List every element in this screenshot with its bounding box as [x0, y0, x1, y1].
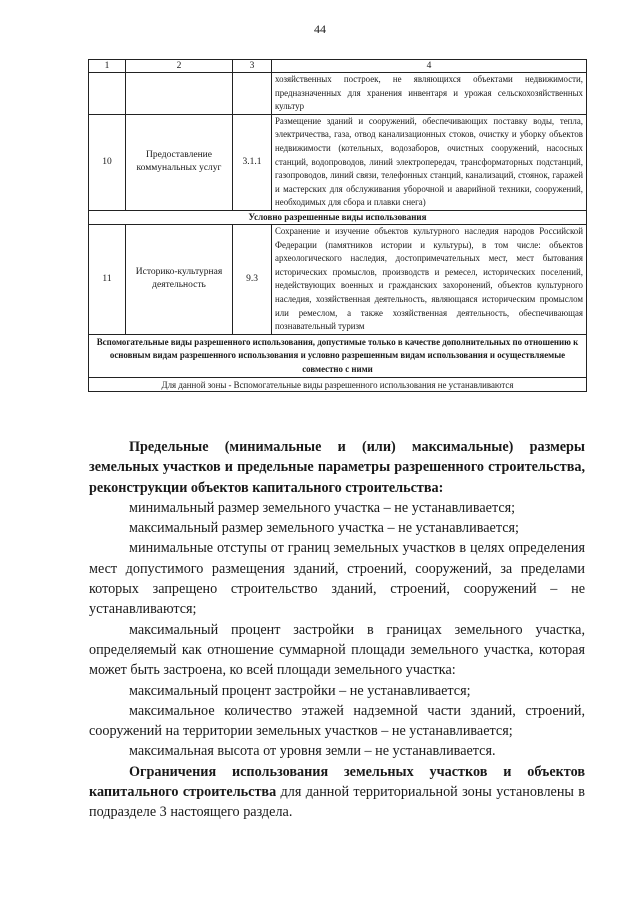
paragraph-max-building-percent: максимальный процент застройки – не устанавливается;	[129, 682, 471, 699]
paragraph-min-setbacks: минимальные отступы от границ земельных участков в целях определения мест допустимого размещения зданий, строений, сооружений, за пределами которых запрещено строительство зданий, строений, сооружений – не устанавливаются;	[89, 540, 585, 618]
column-header-3: 3	[233, 60, 272, 73]
limits-heading: Предельные (минимальные и (или) максимальные) размеры земельных участков и предельные параметры разрешенного строительства, реконструкции объектов капитального строительства:	[89, 439, 585, 496]
row-10-description: Размещение зданий и сооружений, обеспечивающих поставку воды, тепла, электричества, газа, отвод канализационных стоков, очистку и уборку объектов недвижимости (котельных, водозаборов, очистных сооружений, насосных станций, водопроводов, линий электропередач, трансформаторных подстанций, газопроводов, линий связи, телефонных станций, канализаций, стоянок, гаражей и мастерских для обслуживания уборочной и аварийной техники, сооружений, необходимых для сбора и плавки снега)	[272, 114, 587, 210]
section-auxiliary-title: Вспомогательные виды разрешенного использования, допустимые только в качестве дополнительных по отношению к основным видам разрешенного использования и условно разрешенным видам использования и осуществляемые совместно с ними	[89, 334, 587, 378]
restrictions-heading: Ограничения использования земельных участков и объектов капитального строительства	[89, 763, 585, 801]
row-10-code: 3.1.1	[233, 114, 272, 210]
paragraph-max-height: максимальная высота от уровня земли – не устанавливается.	[129, 743, 496, 760]
table-header-row	[89, 60, 587, 73]
row-11-code: 9.3	[233, 224, 272, 334]
restrictions-tail: для данной территориальной зоны установлены в подразделе 3 настоящего раздела.	[89, 784, 585, 821]
column-header-1: 1	[89, 60, 126, 73]
column-header-2: 2	[126, 60, 233, 73]
paragraph-max-plot-size: максимальный размер земельного участка – не устанавливается;	[129, 520, 519, 537]
table-row-11	[89, 224, 587, 334]
row-11-description: Сохранение и изучение объектов культурного наследия народов Российской Федерации (памятников истории и культуры), в том числе: объектов археологического наследия, достопримечательных мест, мест бытования исторических промыслов, производств и ремесел, исторических поселений, недействующих военных и гражданских захоронений, объектов культурного наследия, хозяйственная деятельность, являющаяся историческим промыслом или ремеслом, а также хозяйственная деятельность, обеспечивающая познавательный туризм	[272, 224, 587, 334]
paragraph-max-building-percent-definition: максимальный процент застройки в границах земельного участка, определяемый как отношение суммарной площади земельного участка, которая может быть застроена, ко всей площади земельного участка:	[89, 621, 585, 679]
row-10-name: Предоставление коммунальных услуг	[126, 114, 233, 210]
body-text	[89, 437, 585, 823]
section-row-conditional	[89, 210, 587, 224]
page-number: 44	[314, 22, 326, 36]
column-header-4: 4	[272, 60, 587, 73]
row-11-name: Историко-культурная деятельность	[126, 224, 233, 334]
paragraph-max-floors: максимальное количество этажей надземной части зданий, строений, сооружений на территории земельных участков – не устанавливается;	[89, 702, 585, 740]
table-row-continued	[89, 73, 587, 115]
land-use-table	[88, 59, 587, 392]
section-conditional-title: Условно разрешенные виды использования	[89, 210, 587, 224]
row-continued-description: хозяйственных построек, не являющихся объектами недвижимости, предназначенных для хранения инвентаря и урожая сельскохозяйственных культур	[272, 73, 587, 115]
row-11-number: 11	[89, 224, 126, 334]
table-note: Для данной зоны - Вспомогательные виды разрешенного использования не устанавливаются	[89, 378, 587, 392]
table-row-10	[89, 114, 587, 210]
restrictions-paragraph	[89, 762, 585, 823]
table-note-row	[89, 378, 587, 392]
row-10-number: 10	[89, 114, 126, 210]
paragraph-min-plot-size: минимальный размер земельного участка – не устанавливается;	[129, 499, 516, 516]
section-row-auxiliary	[89, 334, 587, 378]
